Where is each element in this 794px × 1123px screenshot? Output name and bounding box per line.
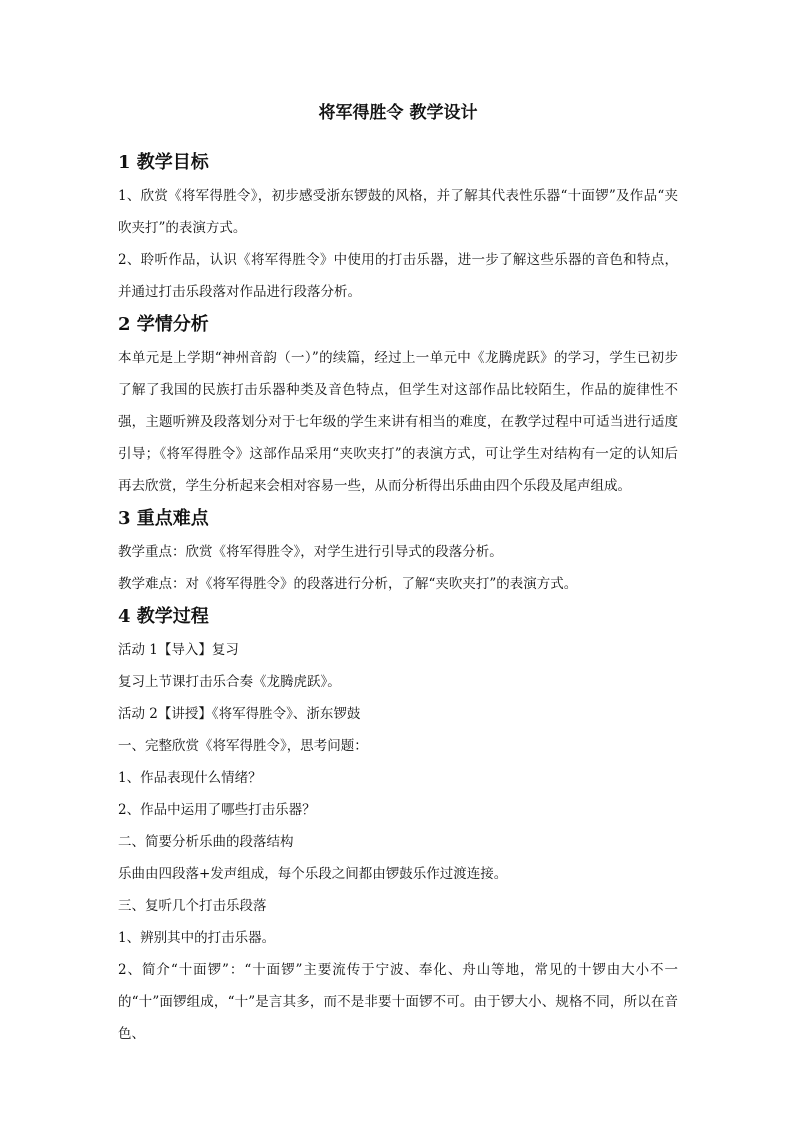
process-line-3: 活动 2【讲授】《将军得胜令》、浙东锣鼓 <box>118 706 361 722</box>
process-line-7: 二、简要分析乐曲的段落结构 <box>118 834 294 850</box>
process-line-4: 一、完整欣赏《将军得胜令》，思考问题： <box>118 738 368 754</box>
section-heading-analysis: 2 学情分析 <box>118 314 209 335</box>
process-line-10: 1、辨别其中的打击乐器。 <box>118 930 276 946</box>
process-line-8: 乐曲由四段落+发声组成，每个乐段之间都由锣鼓乐作过渡连接。 <box>118 866 508 882</box>
document-title: 将军得胜令 教学设计 <box>318 103 478 123</box>
difficulty-line: 教学难点：对《将军得胜令》的段落进行分析，了解“夹吹夹打”的表演方式。 <box>118 576 578 592</box>
process-line-6: 2、作品中运用了哪些打击乐器？ <box>118 802 316 818</box>
document-page <box>118 100 678 1050</box>
analysis-paragraph: 本单元是上学期“神州音韵（一）”的续篇，经过上一单元中《龙腾虎跃》的学习，学生已初步了解了我国的民族打击乐器种类及音色特点，但学生对这部作品比较陌生，作品的旋律性不强，主题听辨及段落划分对于七年级的学生来讲有相当的难度，在教学过程中可适当进行适度引导；《将军得胜令》这部作品采用“夹吹夹打”的表演方式，可让学生对结构有一定的认知后再去欣赏，学生分析起来会相对容易一些，从而分析得出乐曲由四个乐段及尾声组成。 <box>118 350 678 494</box>
section-heading-key-points: 3 重点难点 <box>118 508 209 529</box>
section-heading-objectives: 1 教学目标 <box>118 152 209 173</box>
process-line-2: 复习上节课打击乐合奏《龙腾虎跃》。 <box>118 674 341 690</box>
process-line-9: 三、复听几个打击乐段落 <box>118 898 267 914</box>
process-line-1: 活动 1【导入】复习 <box>118 642 239 658</box>
objective-paragraph-1: 1、欣赏《将军得胜令》，初步感受浙东锣鼓的风格，并了解其代表性乐器“十面锣”及作品“夹吹夹打”的表演方式。 <box>118 188 678 236</box>
process-paragraph-11: 2、简介“十面锣”：“十面锣”主要流传于宁波、奉化、舟山等地，常见的十锣由大小不一的“十”面锣组成，“十”是言其多，而不是非要十面锣不可。由于锣大小、规格不同，所以在音色、 <box>118 962 678 1042</box>
key-point-line: 教学重点：欣赏《将军得胜令》，对学生进行引导式的段落分析。 <box>118 544 503 560</box>
objective-paragraph-2: 2、聆听作品，认识《将军得胜令》中使用的打击乐器，进一步了解这些乐器的音色和特点，并通过打击乐段落对作品进行段落分析。 <box>118 252 678 300</box>
section-heading-process: 4 教学过程 <box>118 606 209 627</box>
process-line-5: 1、作品表现什么情绪？ <box>118 770 262 786</box>
